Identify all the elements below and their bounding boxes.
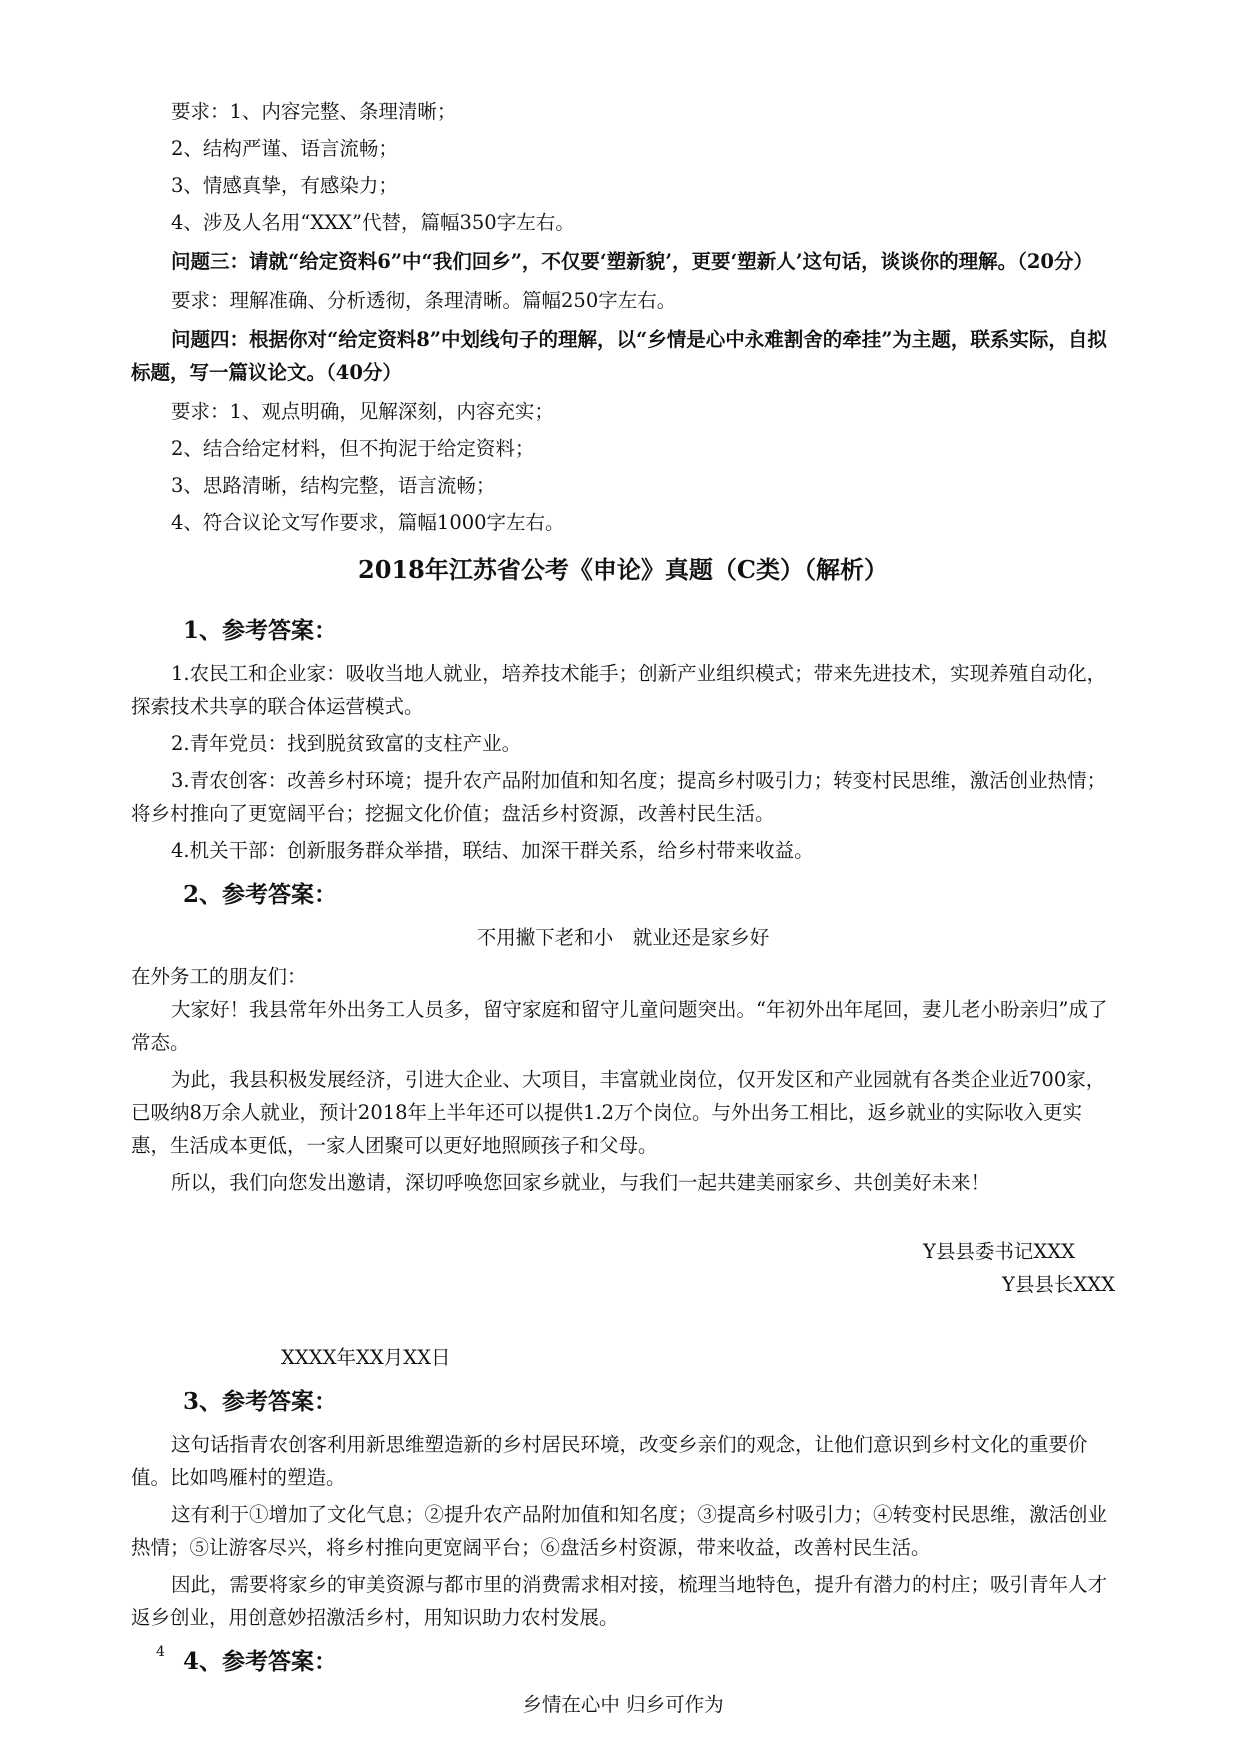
question-four: 问题四：根据你对“给定资料8”中划线句子的理解，以“乡情是心中永难割舍的牵挂”为主题，联系实际，自拟标题，写一篇议论文。（40分）: [131, 328, 1107, 384]
answer-item: 3.青农创客：改善乡村环境；提升农产品附加值和知名度；提高乡村吸引力；转变村民思维，激活创业热情；将乡村推向了更宽阔平台；挖掘文化价值；盘活乡村资源，改善村民生活。: [131, 769, 1107, 825]
letter-salutation: 在外务工的朋友们：: [131, 965, 307, 988]
letter-paragraph: 为此，我县积极发展经济，引进大企业、大项目，丰富就业岗位，仅开发区和产业园就有各类企业近700家，已吸纳8万余人就业，预计2018年上半年还可以提供1.2万个岗位。与外出务工相比，返乡就业的实际收入更实惠，生活成本更低，一家人团聚可以更好地照顾孩子和父母。: [131, 1068, 1106, 1157]
signature-county-head: Y县县长XXX: [1001, 1273, 1115, 1296]
section-heading: 2、参考答案：: [183, 881, 338, 908]
answer-paragraph: 这句话指青农创客利用新思维塑造新的乡村居民环境，改变乡亲们的观念，让他们意识到乡村文化的重要价值。比如鸣雁村的塑造。: [131, 1433, 1088, 1489]
signature-secretary: Y县县委书记XXX: [922, 1240, 1075, 1263]
requirement-line: 3、思路清晰，结构完整，语言流畅；: [171, 474, 496, 497]
requirement-line: 2、结合给定材料，但不拘泥于给定资料；: [171, 437, 535, 460]
answer-paragraph: 这有利于①增加了文化气息；②提升农产品附加值和知名度；③提高乡村吸引力；④转变村民思维，激活创业热情；⑤让游客尽兴，将乡村推向更宽阔平台；⑥盘活乡村资源，带来收益，改善村民生活。: [131, 1503, 1108, 1559]
answer-paragraph: 因此，需要将家乡的审美资源与都市里的消费需求相对接，梳理当地特色，提升有潜力的村庄；吸引青年人才返乡创业，用创意妙招激活乡村，用知识助力农村发展。: [131, 1573, 1108, 1629]
answer-item: 2.青年党员：找到脱贫致富的支柱产业。: [171, 732, 522, 755]
document-title: 2018年江苏省公考《申论》真题（C类）（解析）: [358, 555, 888, 584]
letter-body: [131, 993, 1115, 1199]
requirement-line: 4、符合议论文写作要求，篇幅1000字左右。: [171, 511, 565, 534]
requirement-line: 2、结构严谨、语言流畅；: [171, 137, 398, 160]
question-three-requirement: 要求：理解准确、分析透彻，条理清晰。篇幅250字左右。: [171, 289, 677, 312]
page-number: 4: [156, 1644, 165, 1660]
letter-paragraph: 大家好！我县常年外出务工人员多，留守家庭和留守儿童问题突出。“年初外出年尾回，妻儿老小盼亲归”成了常态。: [131, 998, 1108, 1054]
requirement-line: 4、涉及人名用“XXX”代替，篇幅350字左右。: [171, 211, 575, 234]
letter-paragraph: 所以，我们向您发出邀请，深切呼唤您回家乡就业，与我们一起共建美丽家乡、共创美好未来！: [171, 1171, 991, 1194]
requirement-line: 3、情感真挚，有感染力；: [171, 174, 398, 197]
letter-title: 不用撇下老和小 就业还是家乡好: [476, 926, 770, 949]
section-one-answers: [131, 657, 1115, 867]
section-heading: 1、参考答案：: [183, 617, 338, 644]
answer-item: 4.机关干部：创新服务群众举措，联结、加深干群关系，给乡村带来收益。: [171, 839, 814, 862]
answer-item: 1.农民工和企业家：吸收当地人就业，培养技术能手；创新产业组织模式；带来先进技术，实现养殖自动化，探索技术共享的联合体运营模式。: [131, 662, 1107, 718]
letter-date: XXXX年XX月XX日: [281, 1346, 451, 1369]
essay-title: 乡情在心中 归乡可作为: [522, 1693, 724, 1716]
section-heading: 3、参考答案：: [183, 1388, 338, 1415]
requirement-line: 要求：1、观点明确，见解深刻，内容充实；: [171, 400, 554, 423]
section-heading: 4、参考答案：: [183, 1648, 338, 1675]
document-page: [131, 95, 1115, 1727]
section-three-answers: [131, 1428, 1115, 1634]
question-three: 问题三：请就“给定资料6”中“我们回乡”，不仅要‘塑新貌’，更要‘塑新人’这句话，谈谈你的理解。（20分）: [171, 250, 1093, 273]
requirement-line: 要求：1、内容完整、条理清晰；: [171, 100, 457, 123]
